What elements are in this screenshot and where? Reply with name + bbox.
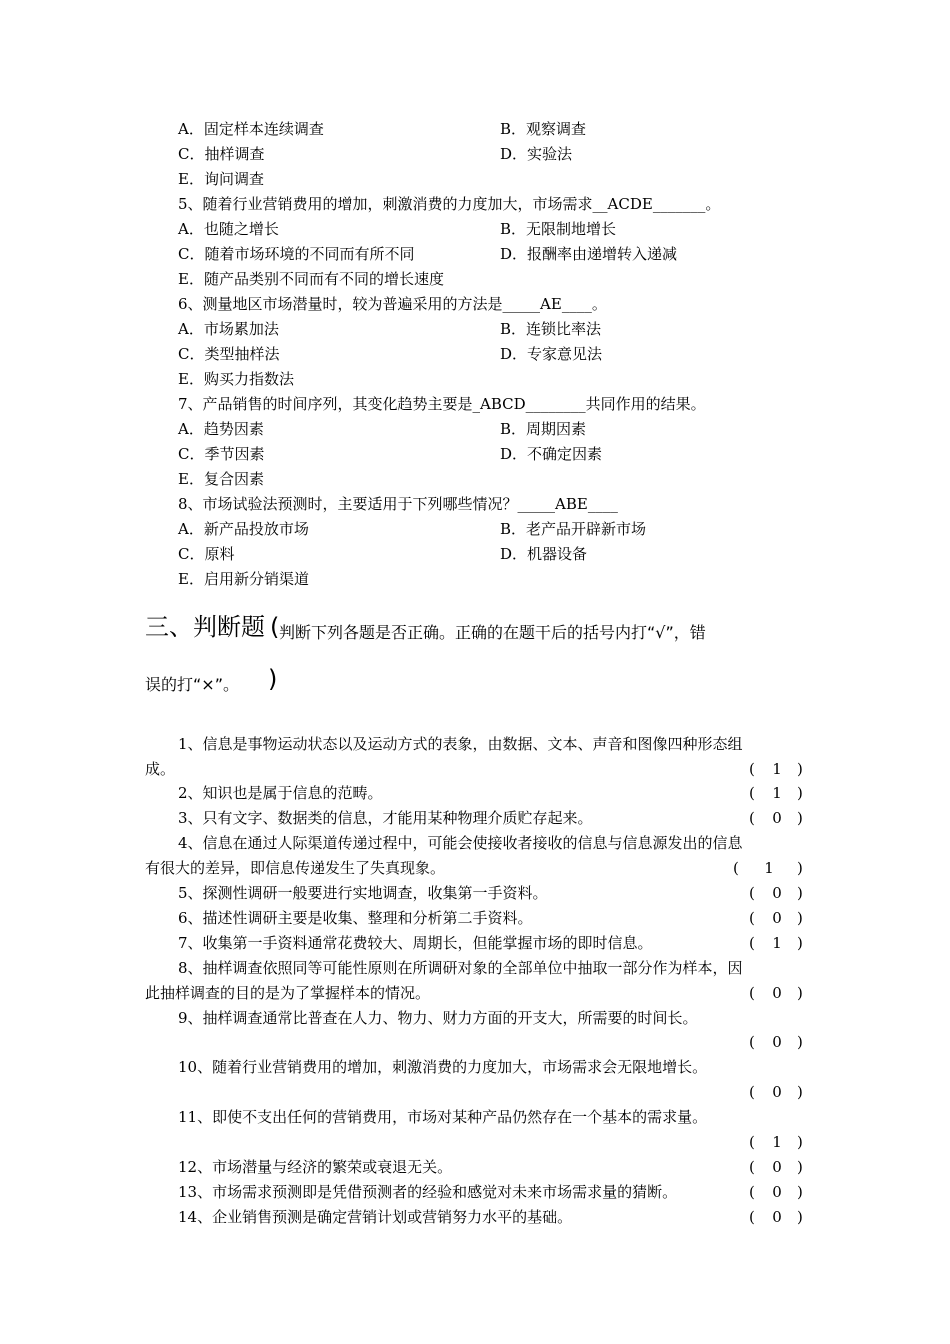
option-right: B．连锁比率法 xyxy=(500,320,602,338)
question-stem: 8、市场试验法预测时，主要适用于下列哪些情况？_____ABE____ xyxy=(178,495,618,513)
tf-question-5: 5、探测性调研一般要进行实地调查，收集第一手资料。 xyxy=(178,884,548,902)
bracket-right: ) xyxy=(797,1183,803,1201)
option-left: E．复合因素 xyxy=(178,470,264,488)
close-paren: ) xyxy=(268,665,278,693)
section-title: 三、判断题 xyxy=(145,613,265,641)
bracket-right: ) xyxy=(797,984,803,1002)
answer-value: 0 xyxy=(772,1083,782,1101)
bracket-left: ( xyxy=(749,1033,755,1051)
option-right: D．机器设备 xyxy=(500,545,588,563)
tf-question-7: 7、收集第一手资料通常花费较大、周期长，但能掌握市场的即时信息。 xyxy=(178,934,653,952)
answer-value: 0 xyxy=(772,1158,782,1176)
answer-value: 0 xyxy=(772,909,782,927)
option-right: D．实验法 xyxy=(500,145,573,163)
bracket-left: ( xyxy=(749,934,755,952)
bracket-left: ( xyxy=(749,1083,755,1101)
option-right: D．专家意见法 xyxy=(500,345,603,363)
option-left: E．随产品类别不同而有不同的增长速度 xyxy=(178,270,444,288)
option-left: A．也随之增长 xyxy=(178,220,279,238)
bracket-right: ) xyxy=(797,784,803,802)
tf-question-10: 10、随着行业营销费用的增加，刺激消费的力度加大，市场需求会无限地增长。 xyxy=(178,1058,708,1076)
answer-value: 0 xyxy=(772,1208,782,1226)
tf-question-1-line-2: 成。 xyxy=(145,760,176,778)
answer-value: 1 xyxy=(772,1133,782,1151)
bracket-right: ) xyxy=(797,1033,803,1051)
answer-value: 0 xyxy=(772,884,782,902)
option-left: E．询问调查 xyxy=(178,170,264,188)
option-left: E．购买力指数法 xyxy=(178,370,294,388)
option-left: C．抽样调查 xyxy=(178,145,265,163)
bracket-right: ) xyxy=(797,934,803,952)
option-right: B．无限制地增长 xyxy=(500,220,617,238)
option-right: D．报酬率由递增转入递减 xyxy=(500,245,678,263)
option-left: C．季节因素 xyxy=(178,445,265,463)
option-left: A．市场累加法 xyxy=(178,320,279,338)
bracket-right: ) xyxy=(797,1083,803,1101)
option-left: A．固定样本连续调查 xyxy=(178,120,324,138)
tf-question-4-line-1: 4、信息在通过人际渠道传递过程中，可能会使接收者接收的信息与信息源发出的信息 xyxy=(178,834,743,852)
option-left: C．原料 xyxy=(178,545,235,563)
answer-value: 1 xyxy=(772,760,782,778)
tf-question-8-line-1: 8、抽样调查依照同等可能性原则在所调研对象的全部单位中抽取一部分作为样本，因 xyxy=(178,959,743,977)
tf-question-2: 2、知识也是属于信息的范畴。 xyxy=(178,784,383,802)
bracket-right: ) xyxy=(797,760,803,778)
bracket-left: ( xyxy=(749,909,755,927)
bracket-left: ( xyxy=(749,784,755,802)
tf-question-1-line-1: 1、信息是事物运动状态以及运动方式的表象，由数据、文本、声音和图像四种形态组 xyxy=(178,735,743,753)
bracket-left: ( xyxy=(749,1208,755,1226)
answer-value: 0 xyxy=(772,984,782,1002)
bracket-right: ) xyxy=(797,1208,803,1226)
question-stem: 5、随着行业营销费用的增加，刺激消费的力度加大，市场需求__ACDE_______。 xyxy=(178,195,721,213)
tf-question-12: 12、市场潜量与经济的繁荣或衰退无关。 xyxy=(178,1158,453,1176)
option-left: A．趋势因素 xyxy=(178,420,264,438)
tf-question-11: 11、即使不支出任何的营销费用，市场对某种产品仍然存在一个基本的需求量。 xyxy=(178,1108,708,1126)
bracket-left: ( xyxy=(749,1158,755,1176)
answer-value: 1 xyxy=(772,934,782,952)
open-paren: ( xyxy=(270,613,280,641)
tf-question-13: 13、市场需求预测即是凭借预测者的经验和感觉对未来市场需求量的猜断。 xyxy=(178,1183,678,1201)
answer-value: 1 xyxy=(764,859,774,877)
option-right: D．不确定因素 xyxy=(500,445,603,463)
bracket-left: ( xyxy=(749,984,755,1002)
tf-question-3: 3、只有文字、数据类的信息，才能用某种物理介质贮存起来。 xyxy=(178,809,593,827)
tf-question-9: 9、抽样调查通常比普查在人力、物力、财力方面的开支大，所需要的时间长。 xyxy=(178,1009,698,1027)
bracket-left: ( xyxy=(749,1183,755,1201)
option-right: B．观察调查 xyxy=(500,120,587,138)
answer-value: 1 xyxy=(772,784,782,802)
option-left: C．类型抽样法 xyxy=(178,345,280,363)
bracket-right: ) xyxy=(797,809,803,827)
bracket-left: ( xyxy=(749,809,755,827)
section-instruction-line-1: 判断下列各题是否正确。正确的在题干后的括号内打“√”，错 xyxy=(279,623,706,642)
bracket-right: ) xyxy=(797,1133,803,1151)
answer-value: 0 xyxy=(772,1033,782,1051)
option-right: B．老产品开辟新市场 xyxy=(500,520,647,538)
bracket-right: ) xyxy=(797,1158,803,1176)
bracket-left: ( xyxy=(749,1133,755,1151)
bracket-right: ) xyxy=(797,884,803,902)
option-right: B．周期因素 xyxy=(500,420,587,438)
tf-question-8-line-2: 此抽样调查的目的是为了掌握样本的情况。 xyxy=(145,984,431,1002)
bracket-right: ) xyxy=(797,909,803,927)
option-left: E．启用新分销渠道 xyxy=(178,570,309,588)
tf-question-6: 6、描述性调研主要是收集、整理和分析第二手资料。 xyxy=(178,909,533,927)
bracket-right: ) xyxy=(797,859,803,877)
bracket-left: ( xyxy=(733,859,739,877)
question-stem: 6、测量地区市场潜量时，较为普遍采用的方法是_____AE____。 xyxy=(178,295,607,313)
option-left: A．新产品投放市场 xyxy=(178,520,309,538)
tf-question-14: 14、企业销售预测是确定营销计划或营销努力水平的基础。 xyxy=(178,1208,573,1226)
option-left: C．随着市场环境的不同而有所不同 xyxy=(178,245,415,263)
question-stem: 7、产品销售的时间序列，其变化趋势主要是_ABCD________共同作用的结果。 xyxy=(178,395,706,413)
tf-question-4-line-2: 有很大的差异，即信息传递发生了失真现象。 xyxy=(145,859,446,877)
bracket-left: ( xyxy=(749,760,755,778)
answer-value: 0 xyxy=(772,809,782,827)
bracket-left: ( xyxy=(749,884,755,902)
section-instruction-line-2: 误的打“×”。 xyxy=(145,675,239,694)
answer-value: 0 xyxy=(772,1183,782,1201)
